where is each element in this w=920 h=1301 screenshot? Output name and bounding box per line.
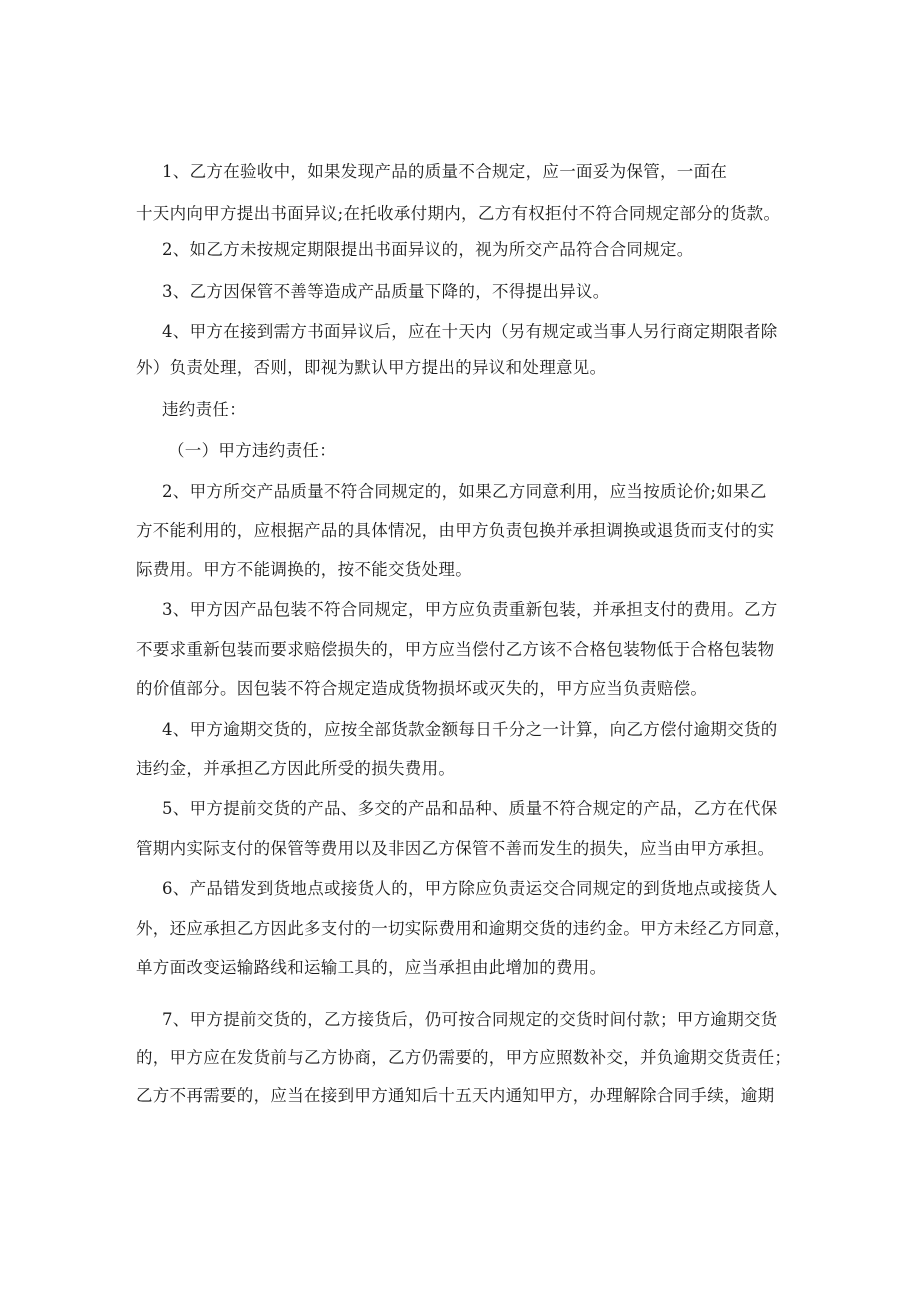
item-6-line-1: 6、产品错发到货地点或接货人的，甲方除应负责运交合同规定的到货地点或接货人 xyxy=(162,879,778,898)
clause-3-line-1: 3、乙方因保管不善等造成产品质量下降的，不得提出异议。 xyxy=(162,282,610,301)
clause-4-line-1: 4、甲方在接到需方书面异议后，应在十天内（另有规定或当事人另行商定期限者除 xyxy=(162,322,778,341)
item-7-line-2: 的，甲方应在发货前与乙方协商，乙方仍需要的，甲方应照数补交，并负逾期交货责任； xyxy=(136,1048,792,1067)
clause-1-line-2: 十天内向甲方提出书面异议;在托收承付期内，乙方有权拒付不符合同规定部分的货款。 xyxy=(136,204,781,223)
item-2-line-3: 际费用。甲方不能调换的，按不能交货处理。 xyxy=(136,560,472,579)
item-5-line-2: 管期内实际支付的保管等费用以及非因乙方保管不善而发生的损失，应当由甲方承担。 xyxy=(136,839,775,858)
clause-4-line-2: 外）负责处理，否则，即视为默认甲方提出的异议和处理意见。 xyxy=(136,358,607,377)
item-3-line-2: 不要求重新包装而要求赔偿损失的，甲方应当偿付乙方该不合格包装物低于合格包装物 xyxy=(136,640,775,659)
clause-1-line-1: 1、乙方在验收中，如果发现产品的质量不合规定，应一面妥为保管，一面在 xyxy=(162,162,728,181)
item-2-line-1: 2、甲方所交产品质量不符合同规定的，如果乙方同意利用，应当按质论价;如果乙 xyxy=(162,482,767,501)
item-5-line-1: 5、甲方提前交货的产品、多交的产品和品种、质量不符合规定的产品，乙方在代保 xyxy=(162,799,778,818)
item-7-line-1: 7、甲方提前交货的，乙方接货后，仍可按合同规定的交货时间付款；甲方逾期交货 xyxy=(162,1010,778,1029)
item-3-line-3: 的价值部分。因包装不符合规定造成货物损坏或灭失的，甲方应当负责赔偿。 xyxy=(136,679,708,698)
item-4-line-2: 违约金，并承担乙方因此所受的损失费用。 xyxy=(136,759,456,778)
item-2-line-2: 方不能利用的，应根据产品的具体情况，由甲方负责包换并承担调换或退货而支付的实 xyxy=(136,521,775,540)
item-3-line-1: 3、甲方因产品包装不符合同规定，甲方应负责重新包装，并承担支付的费用。乙方 xyxy=(162,600,778,619)
item-6-line-3: 单方面改变运输路线和运输工具的，应当承担由此增加的费用。 xyxy=(136,958,607,977)
section-heading-breach: 违约责任： xyxy=(162,400,246,419)
clause-2-line-1: 2、如乙方未按规定期限提出书面异议的，视为所交产品符合合同规定。 xyxy=(162,240,694,259)
item-4-line-1: 4、甲方逾期交货的，应按全部货款金额每日千分之一计算，向乙方偿付逾期交货的 xyxy=(162,720,778,739)
subsection-heading-party-a: （一）甲方违约责任： xyxy=(168,441,336,460)
item-7-line-3: 乙方不再需要的，应当在接到甲方通知后十五天内通知甲方，办理解除合同手续，逾期 xyxy=(136,1086,775,1105)
item-6-line-2: 外，还应承担乙方因此多支付的一切实际费用和逾期交货的违约金。甲方未经乙方同意， xyxy=(136,919,792,938)
